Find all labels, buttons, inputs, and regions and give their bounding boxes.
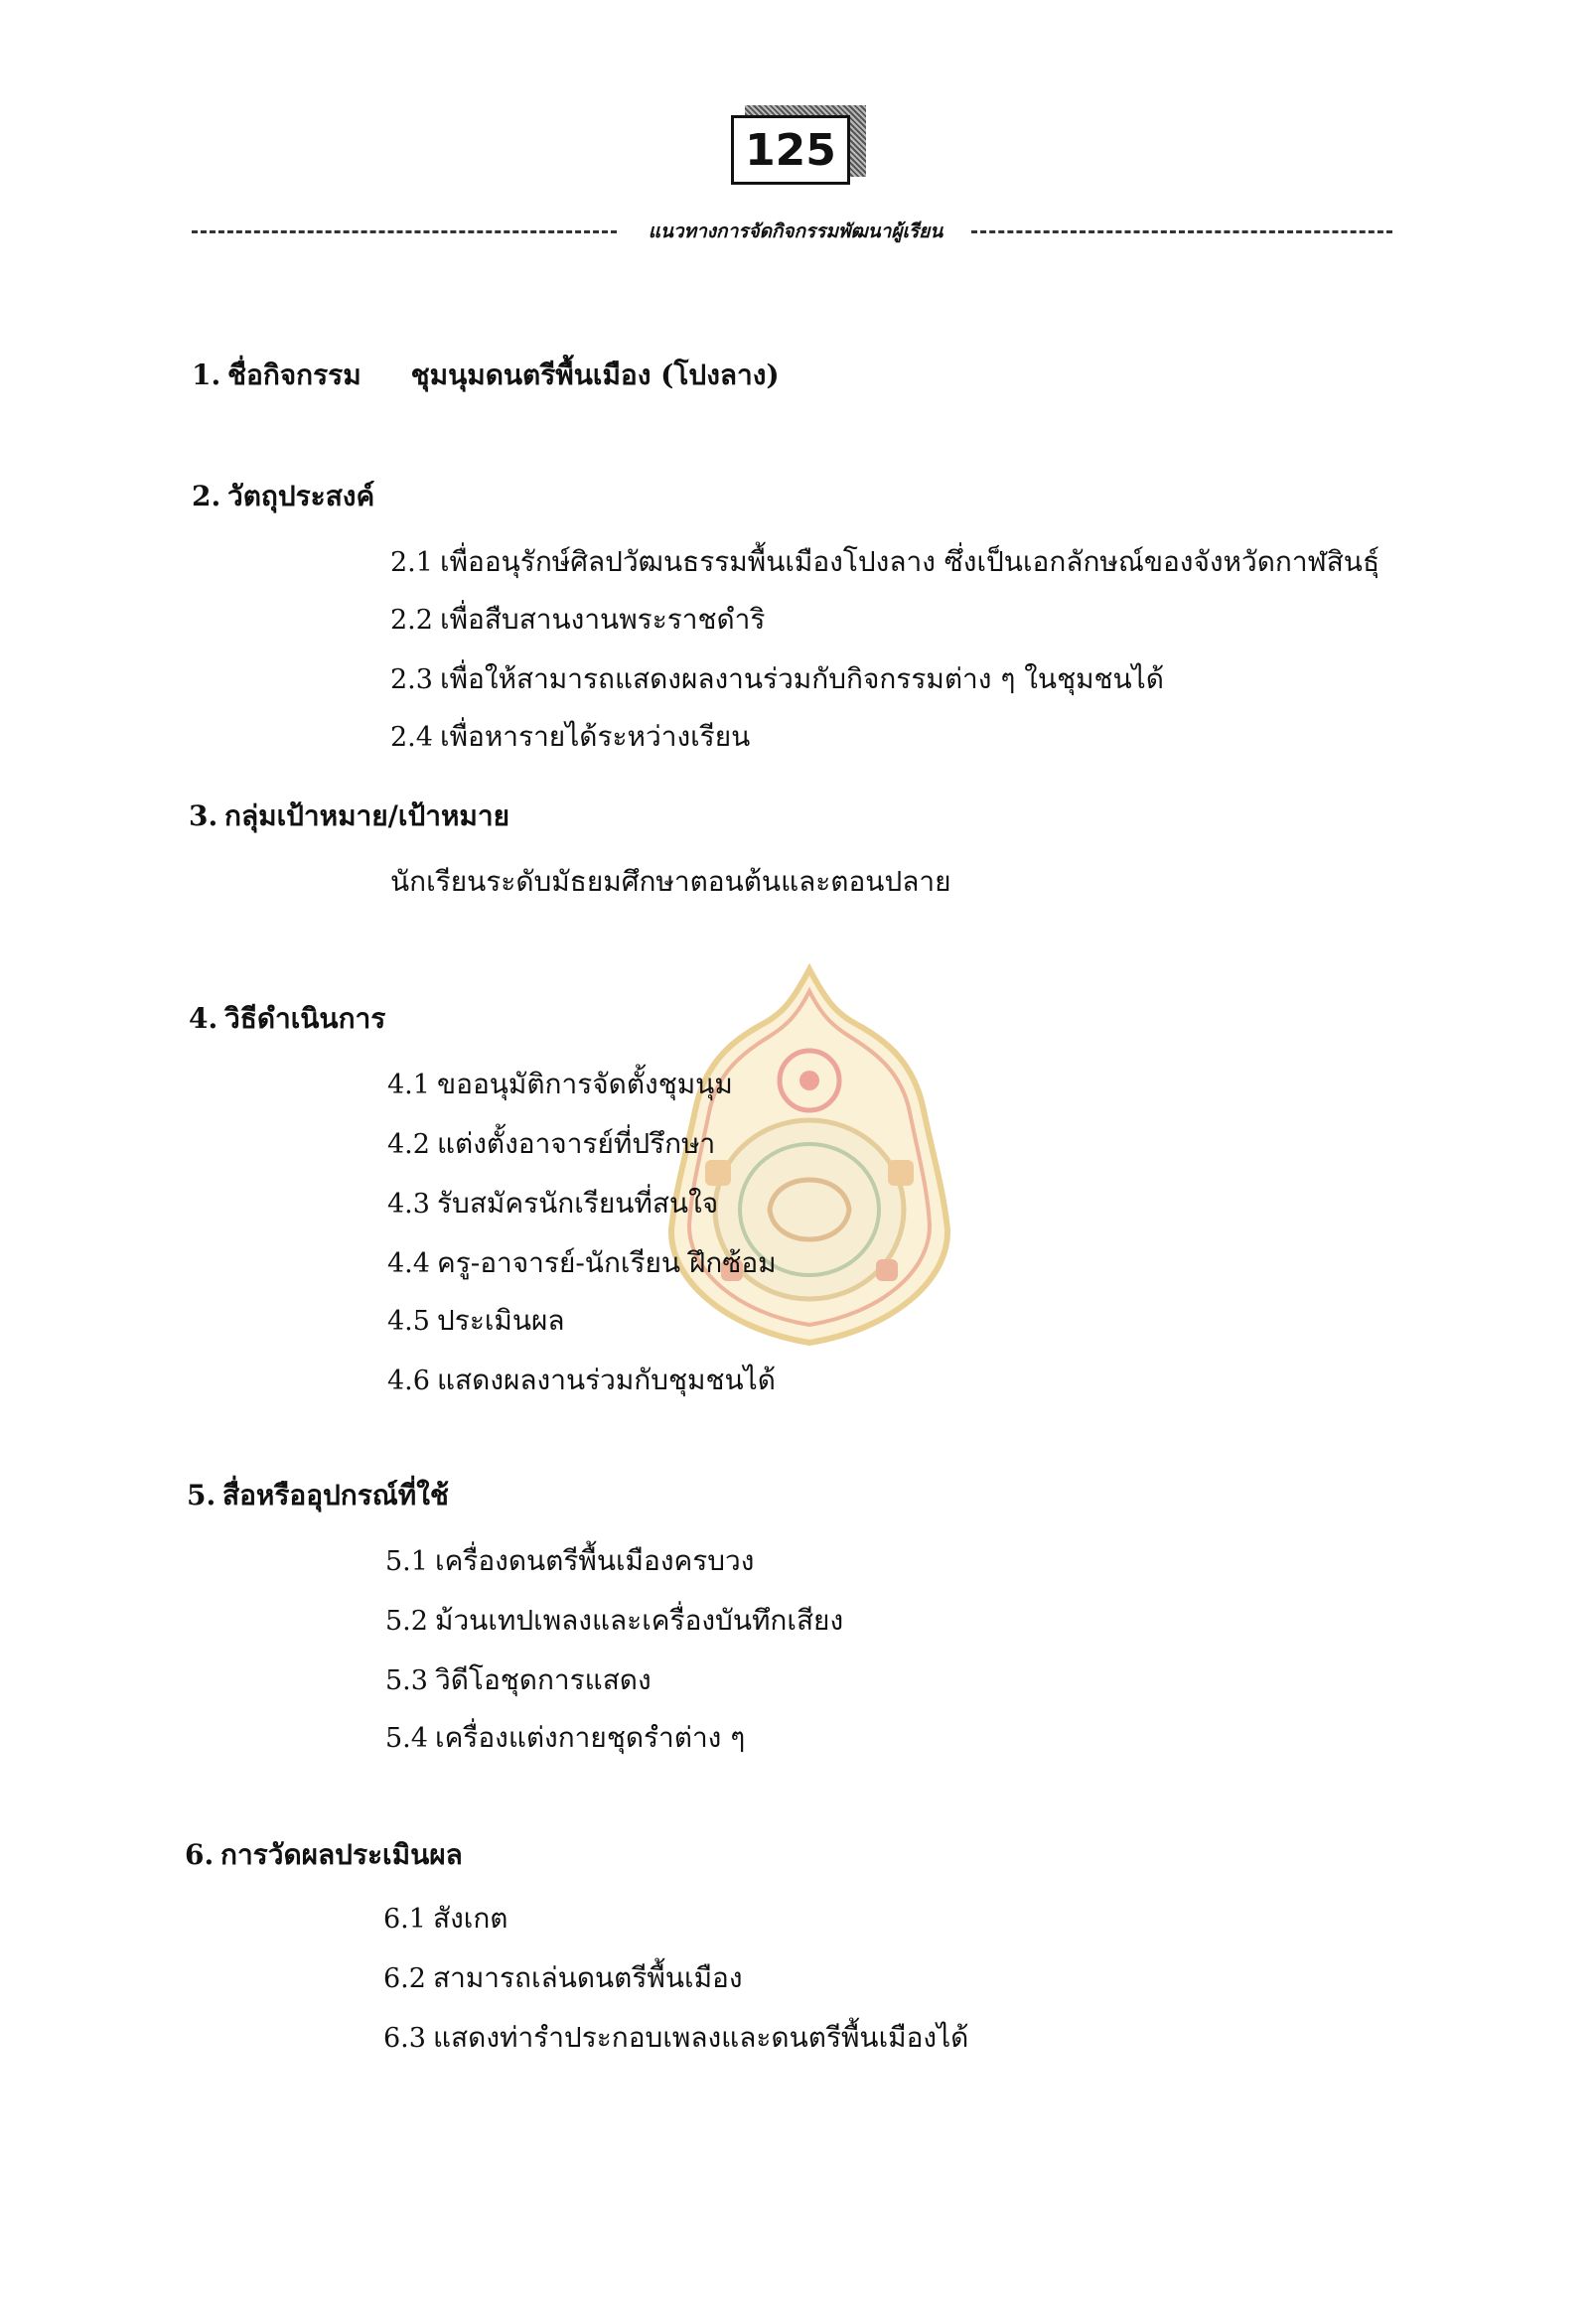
section-4-heading [189,997,385,1041]
section-number: 5. [187,1479,217,1511]
item-number: 4.4 [387,1248,430,1279]
section-number: 1. [192,359,221,391]
item-number: 2.3 [390,664,433,695]
list-item [385,1599,843,1643]
item-number: 6.1 [383,1904,426,1935]
item-number: 4.2 [387,1129,430,1160]
section-number: 3. [189,799,218,832]
section-title: สื่อหรืออุปกรณ์ที่ใช้ [222,1479,449,1511]
list-item [387,1299,565,1343]
section-1-heading [192,354,780,397]
section-5-heading [187,1474,449,1517]
item-number: 4.5 [387,1306,430,1337]
list-item [385,1658,652,1702]
item-number: 5.2 [385,1606,428,1637]
header-rule-right [971,230,1392,233]
section-3-heading [189,794,509,838]
item-text: ประเมินผล [437,1304,565,1337]
list-item [390,657,1164,701]
section-title: การวัดผลประเมินผล [220,1838,463,1871]
list-item [390,540,1379,584]
header-rule-left [192,230,617,233]
item-text: เพื่อสืบสานงานพระราชดำริ [440,603,766,636]
item-text: แต่งตั้งอาจารย์ที่ปรึกษา [437,1127,716,1160]
section-number: 2. [192,480,221,512]
item-text: แสดงผลงานร่วมกับชุมชนได้ [437,1364,776,1396]
list-item [387,1182,718,1225]
item-text: เพื่อให้สามารถแสดงผลงานร่วมกับกิจกรรมต่าง ๆ ในชุมชนได้ [440,662,1164,695]
target-group-text: นักเรียนระดับมัธยมศึกษาตอนต้นและตอนปลาย [390,865,951,898]
list-item [387,1063,733,1106]
page-number-box [731,105,866,189]
item-text: เครื่องแต่งกายชุดรำต่าง ๆ [435,1721,746,1754]
section-2-heading [192,475,374,518]
section-title: วิธีดำเนินการ [224,1002,386,1035]
list-item [383,1956,743,2000]
list-item [387,1241,777,1285]
item-number: 5.3 [385,1665,428,1696]
section-number: 4. [189,1002,218,1035]
item-number: 4.6 [387,1366,430,1396]
item-text: รับสมัครนักเรียนที่สนใจ [437,1187,719,1220]
item-number: 5.1 [385,1546,428,1577]
section-number: 6. [185,1838,215,1871]
item-number: 2.1 [390,547,433,578]
item-number: 2.4 [390,722,433,753]
item-text: สามารถเล่นดนตรีพื้นเมือง [433,1961,743,1994]
section-title: ชื่อกิจกรรม [227,359,362,391]
item-text: ม้วนเทปเพลงและเครื่องบันทึกเสียง [435,1604,844,1637]
item-number: 6.3 [383,2023,426,2054]
activity-name: ชุมนุมดนตรีพื้นเมือง (โปงลาง) [410,359,780,391]
list-item [390,598,765,642]
item-number: 4.1 [387,1070,430,1100]
item-number: 2.2 [390,605,433,636]
list-item [383,2016,968,2060]
list-item [385,1716,745,1760]
page-number: 125 [731,115,850,185]
item-number: 6.2 [383,1963,426,1994]
list-item [390,715,750,759]
section-title: กลุ่มเป้าหมาย/เป้าหมาย [224,799,510,832]
item-number: 4.3 [387,1189,430,1220]
item-text: ครู-อาจารย์-นักเรียน ฝึกซ้อม [437,1246,777,1279]
header-title: แนวทางการจัดกิจกรรมพัฒนาผู้เรียน [648,220,943,242]
item-text: แสดงท่ารำประกอบเพลงและดนตรีพื้นเมืองได้ [433,2021,969,2054]
list-item [387,1359,776,1402]
item-number: 5.4 [385,1723,428,1754]
list-item [387,1122,715,1166]
item-text: สังเกต [433,1902,508,1935]
section-6-heading [185,1833,463,1877]
item-text: เพื่ออนุรักษ์ศิลปวัฒนธรรมพื้นเมืองโปงลาง ซึ่งเป็นเอกลักษณ์ของจังหวัดกาฬสินธุ์ [440,545,1380,578]
item-text: เครื่องดนตรีพื้นเมืองครบวง [435,1544,755,1577]
section-title: วัตถุประสงค์ [227,480,375,512]
item-text: วิดีโอชุดการแสดง [435,1663,652,1696]
item-text: ขออนุมัติการจัดตั้งชุมนุม [437,1068,733,1100]
list-item [383,1897,508,1941]
item-text: เพื่อหารายได้ระหว่างเรียน [440,720,751,753]
list-item [385,1539,754,1583]
